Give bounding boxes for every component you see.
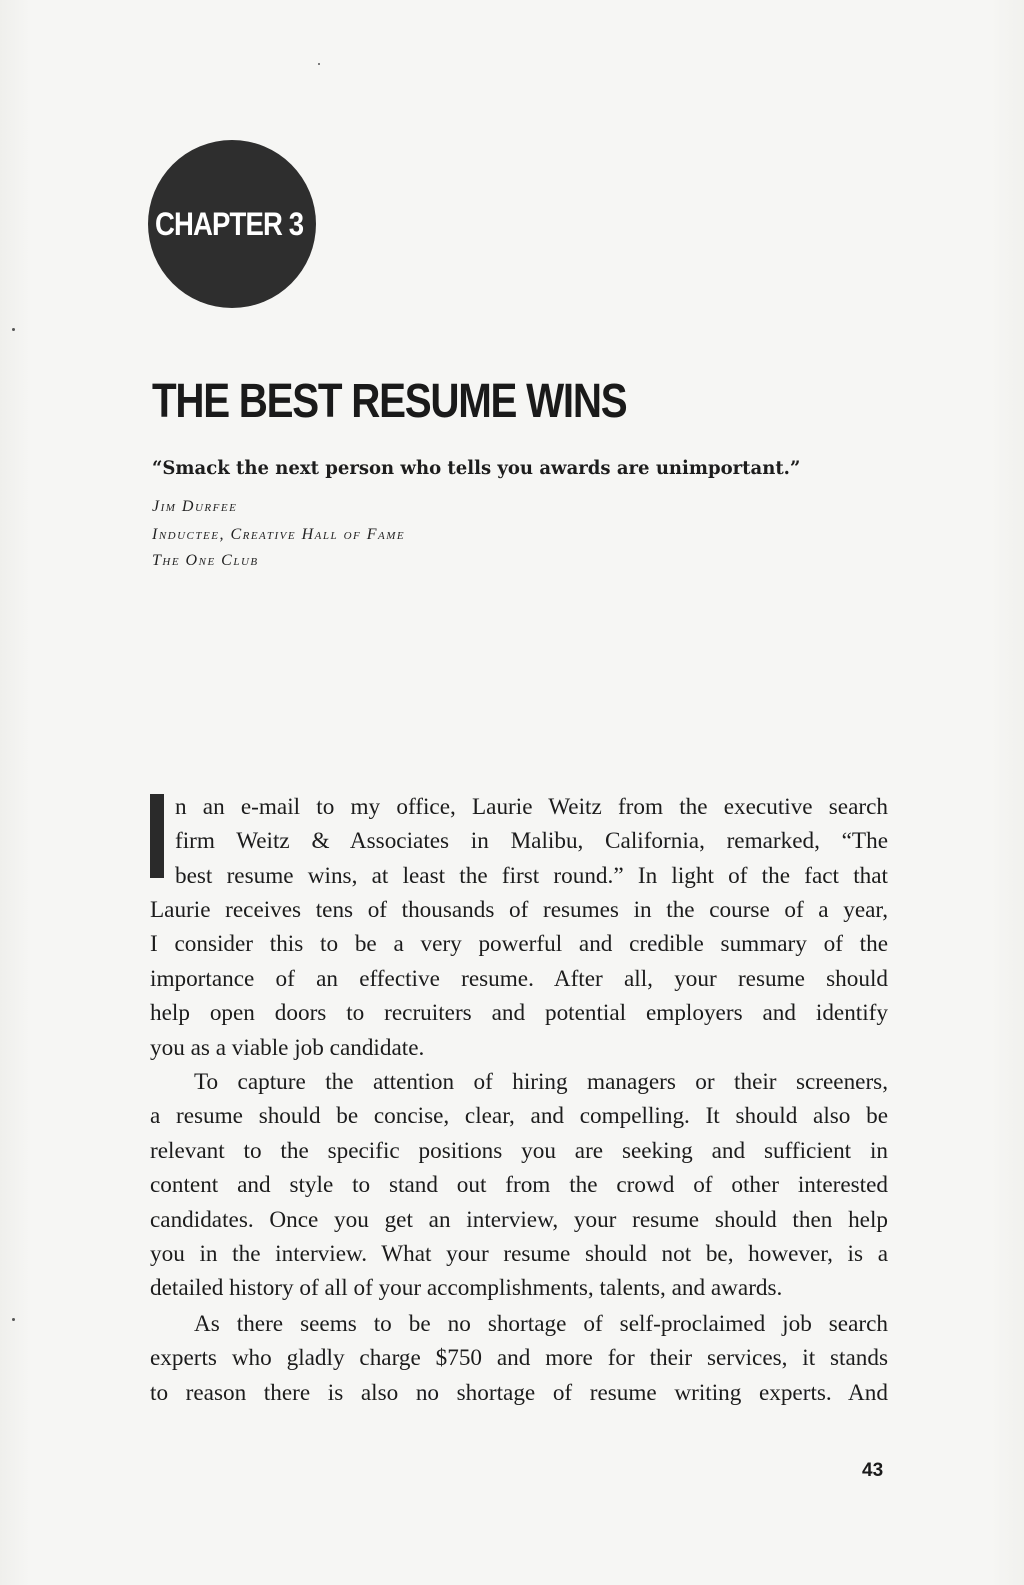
text-line: importance of an effective resume. After all, your resume should bbox=[150, 965, 888, 992]
paragraph-1 bbox=[150, 893, 888, 1065]
paragraph-1-drop-lines bbox=[175, 790, 888, 893]
text-line: help open doors to recruiters and potential employers and identify bbox=[150, 1000, 888, 1027]
paper-speck bbox=[12, 328, 15, 331]
text-line: To capture the attention of hiring managers or their screeners, bbox=[194, 1069, 888, 1095]
page-number: 43 bbox=[862, 1460, 884, 1481]
epigraph-author-title: Inductee, Creative Hall of Fame bbox=[152, 526, 406, 543]
text-line: As there seems to be no shortage of self-proclaimed job search bbox=[194, 1311, 888, 1337]
text-line: relevant to the specific positions you are seeking and sufficient in bbox=[150, 1137, 888, 1164]
paper-speck bbox=[318, 63, 320, 65]
text-line: I consider this to be a very powerful and credible summary of the bbox=[150, 931, 888, 958]
chapter-label: CHAPTER 3 bbox=[155, 206, 304, 242]
text-line: experts who gladly charge $750 and more for their services, it stands bbox=[150, 1345, 888, 1372]
chapter-title: THE BEST RESUME WINS bbox=[152, 375, 627, 428]
epigraph-quote: “Smack the next person who tells you awards are unimportant.” bbox=[152, 457, 801, 479]
text-line: detailed history of all of your accomplishments, talents, and awards. bbox=[150, 1275, 783, 1302]
epigraph-author-org: The One Club bbox=[152, 552, 259, 569]
paragraph-2 bbox=[150, 1065, 888, 1306]
paragraph-3 bbox=[150, 1307, 888, 1410]
text-line: firm Weitz & Associates in Malibu, California, remarked, “The bbox=[175, 828, 888, 855]
text-line: candidates. Once you get an interview, your resume should then help bbox=[150, 1206, 888, 1233]
text-line: n an e-mail to my office, Laurie Weitz from the executive search bbox=[175, 794, 888, 820]
paper-speck bbox=[12, 1318, 15, 1321]
drop-cap-letter-i bbox=[150, 794, 164, 878]
text-line: a resume should be concise, clear, and compelling. It should also be bbox=[150, 1103, 888, 1130]
text-line: to reason there is also no shortage of resume writing experts. And bbox=[150, 1379, 888, 1406]
text-line: you in the interview. What your resume should not be, however, is a bbox=[150, 1241, 888, 1268]
epigraph-author: Jim Durfee bbox=[152, 498, 238, 515]
text-line: best resume wins, at least the first round.” In light of the fact that bbox=[175, 862, 888, 889]
text-line: you as a viable job candidate. bbox=[150, 1034, 425, 1061]
text-line: content and style to stand out from the crowd of other interested bbox=[150, 1172, 888, 1199]
text-line: Laurie receives tens of thousands of resumes in the course of a year, bbox=[150, 897, 888, 923]
